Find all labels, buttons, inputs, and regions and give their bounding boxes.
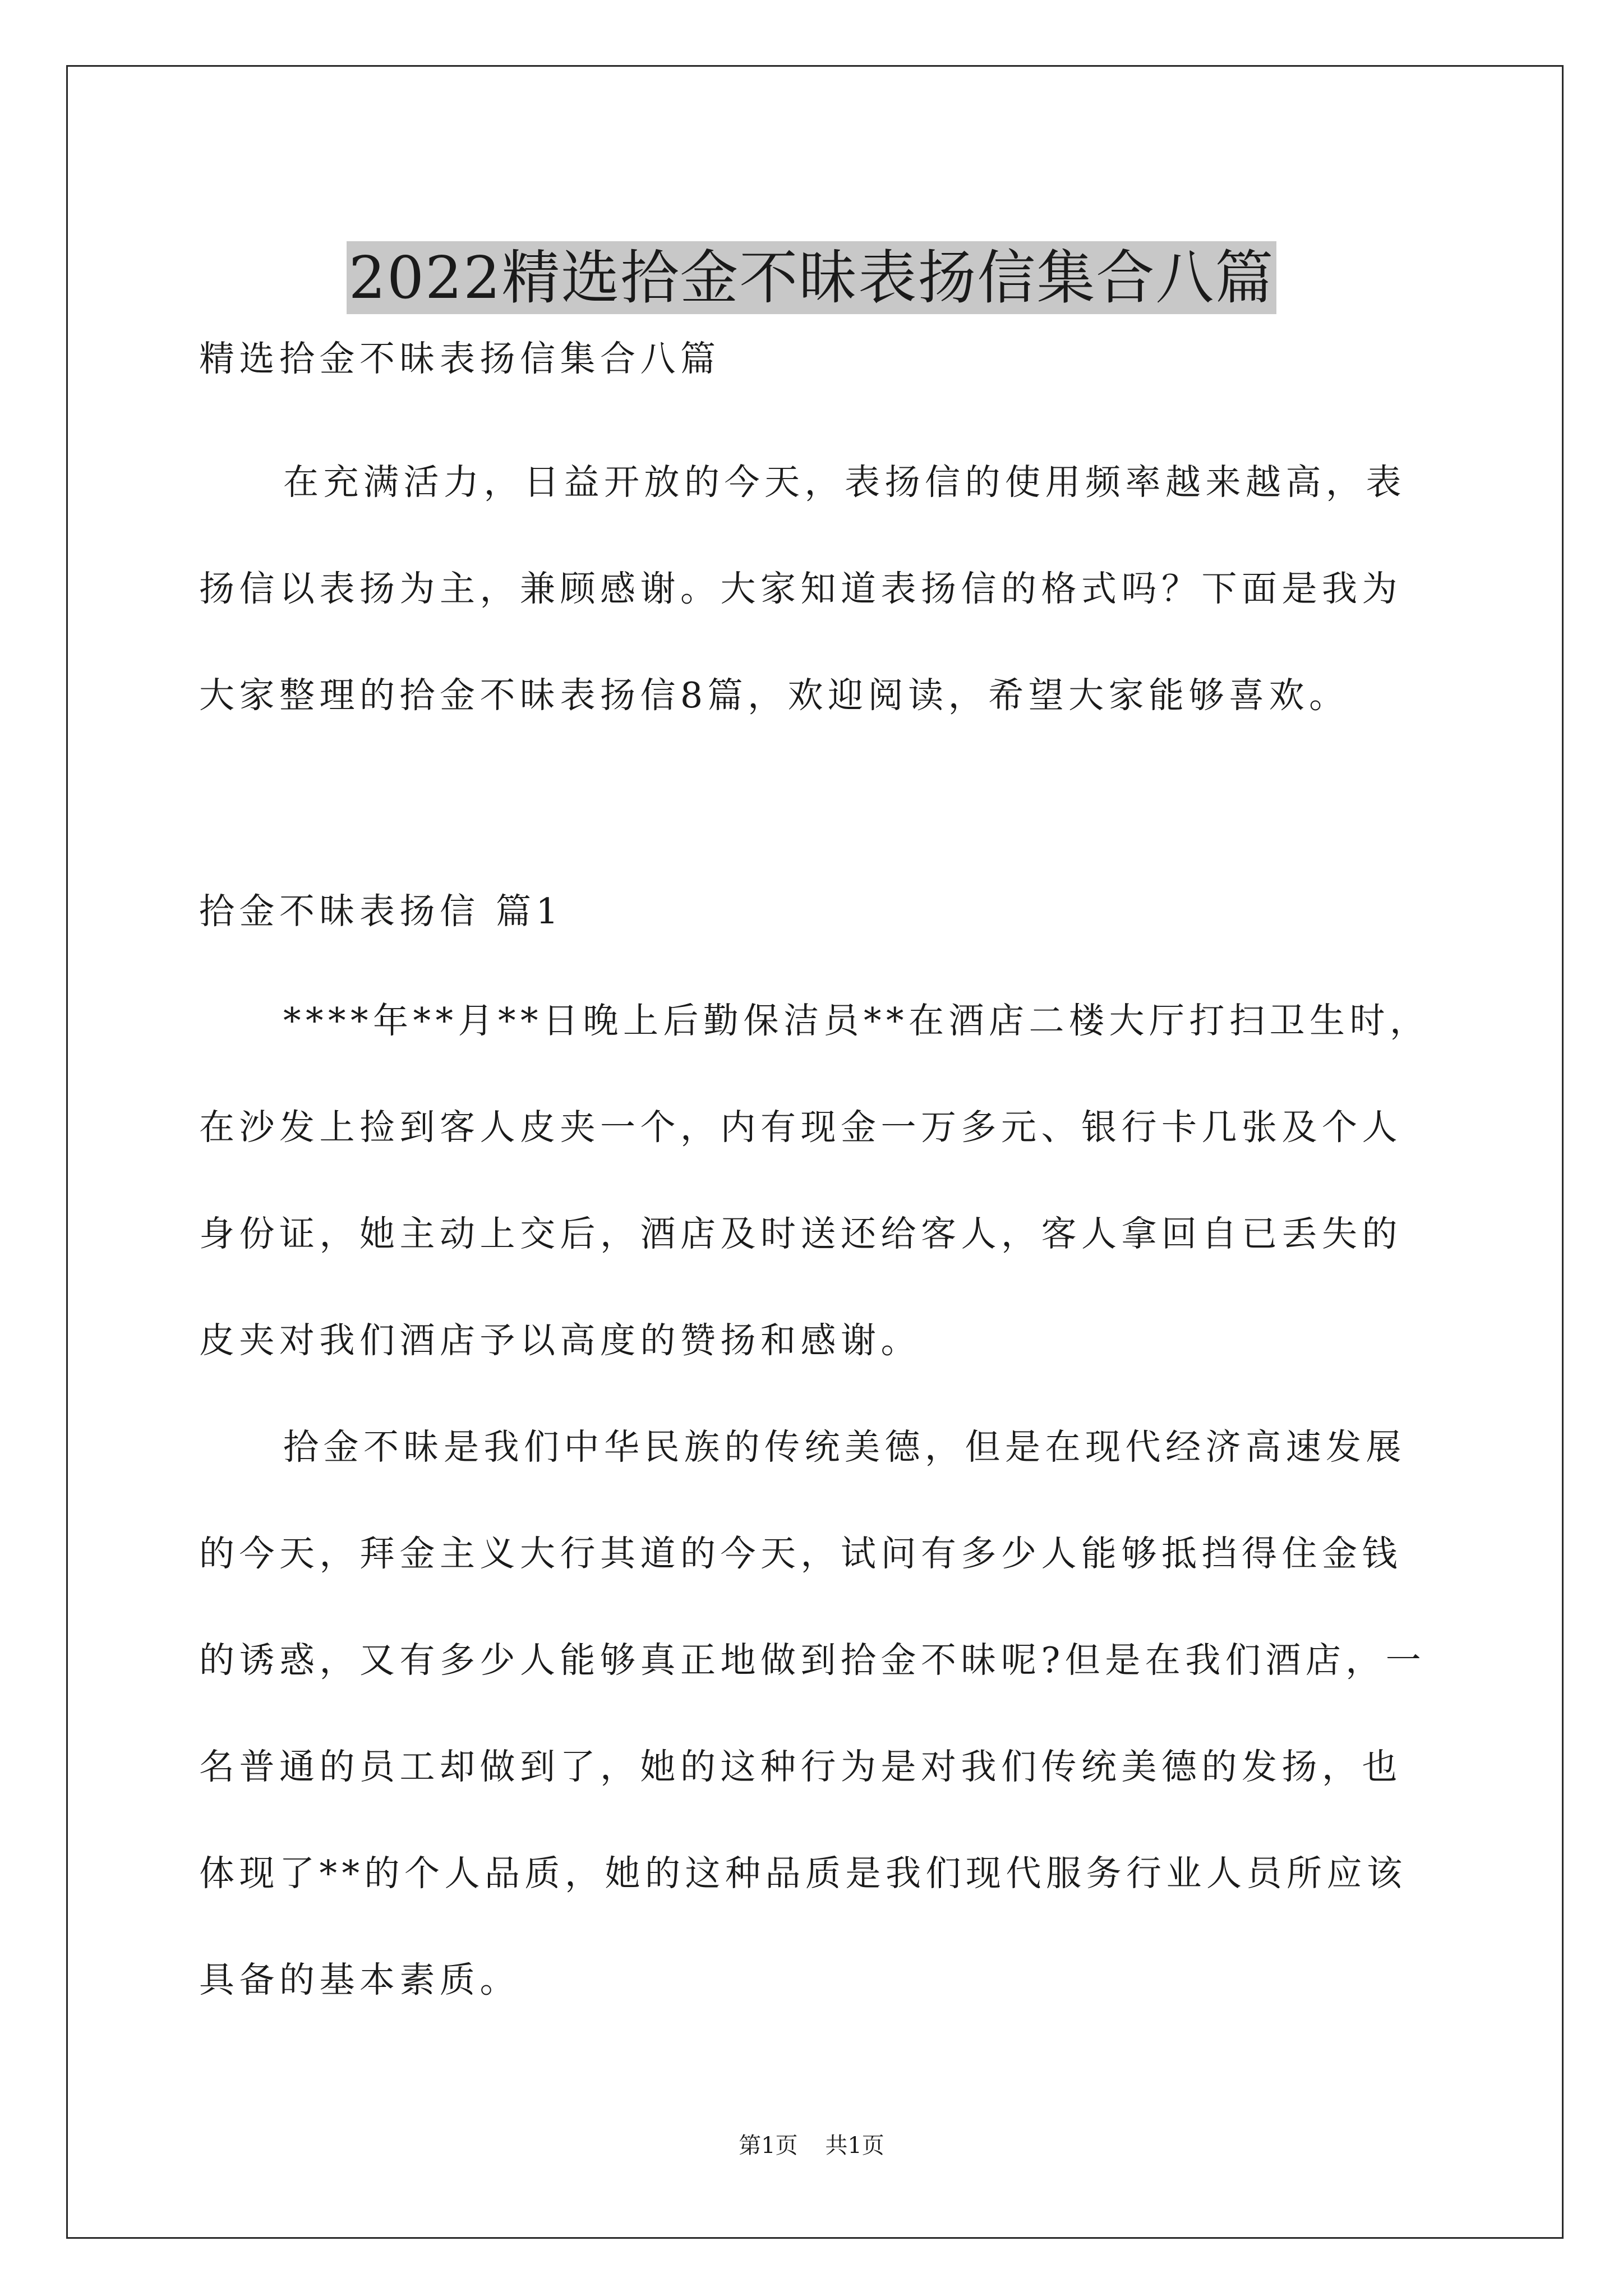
paragraph-line: 在沙发上捡到客人皮夹一个，内有现金一万多元、银行卡几张及个人 bbox=[199, 1107, 1402, 1148]
document-title: 2022精选拾金不昧表扬信集合八篇 bbox=[347, 241, 1277, 314]
paragraph-line: 名普通的员工却做到了，她的这种行为是对我们传统美德的发扬，也 bbox=[199, 1746, 1402, 1787]
intro-line: 扬信以表扬为主，兼顾感谢。大家知道表扬信的格式吗？下面是我为 bbox=[199, 568, 1402, 609]
title-wrap bbox=[0, 202, 1623, 353]
paragraph-line: 的诱惑，又有多少人能够真正地做到拾金不昧呢?但是在我们酒店，一 bbox=[199, 1640, 1426, 1681]
paragraph-line: 具备的基本素质。 bbox=[199, 1959, 520, 2000]
paragraph-line: ****年**月**日晚上后勤保洁员**在酒店二楼大厅打扫卫生时， bbox=[283, 1000, 1430, 1041]
page-number: 第1页 bbox=[739, 2133, 798, 2159]
paragraph-line: 身份证，她主动上交后，酒店及时送还给客人，客人拿回自已丢失的 bbox=[199, 1213, 1402, 1254]
paragraph-line: 拾金不昧是我们中华民族的传统美德，但是在现代经济高速发展 bbox=[283, 1427, 1406, 1467]
page-footer bbox=[0, 2132, 1623, 2160]
paragraph-line: 的今天，拜金主义大行其道的今天，试问有多少人能够抵挡得住金钱 bbox=[199, 1533, 1402, 1574]
page-border bbox=[66, 65, 1564, 2239]
paragraph-line: 皮夹对我们酒店予以高度的赞扬和感谢。 bbox=[199, 1320, 921, 1361]
intro-line: 大家整理的拾金不昧表扬信8篇，欢迎阅读，希望大家能够喜欢。 bbox=[199, 675, 1349, 716]
section-heading: 拾金不昧表扬信 篇1 bbox=[199, 891, 564, 932]
paragraph-line: 体现了**的个人品质，她的这种品质是我们现代服务行业人员所应该 bbox=[199, 1853, 1407, 1894]
subtitle: 精选拾金不昧表扬信集合八篇 bbox=[199, 338, 721, 379]
page-total: 共1页 bbox=[825, 2133, 884, 2159]
intro-line: 在充满活力，日益开放的今天，表扬信的使用频率越来越高，表 bbox=[283, 462, 1406, 503]
